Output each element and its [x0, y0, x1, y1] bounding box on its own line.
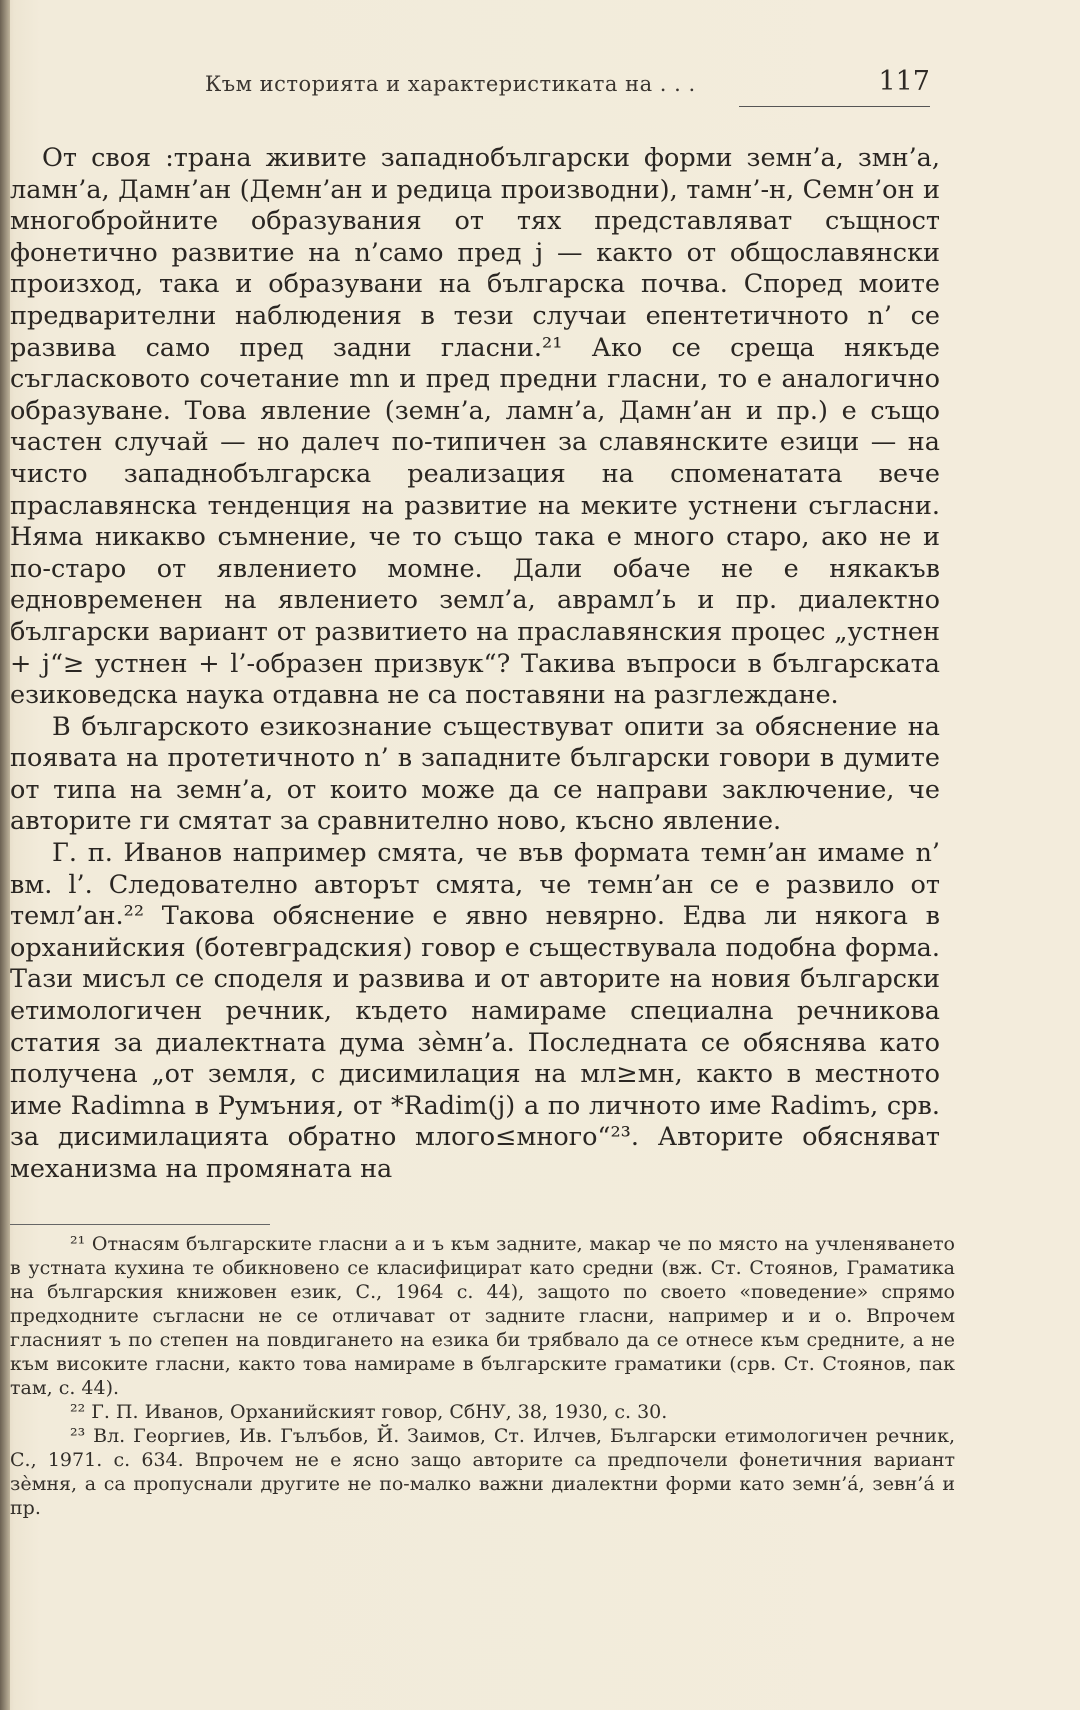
running-head: [195, 66, 930, 106]
header-rule: [739, 106, 930, 107]
footnote-23: ²³ Вл. Георгиев, Ив. Гълъбов, Й. Заимов, Ст. Илчев, Български етимологичен речник, С., 1971. с. 634. Впрочем не е ясно защо авторите са предпочели фонетичния вариант зѐмня, а са пропуснали другите не по-малко важни диалектни форми като земн’а́, зевн’а́ и пр.: [10, 1425, 955, 1519]
page-number: 117: [878, 66, 930, 97]
footnotes: [10, 1232, 955, 1520]
running-title: Към историята и характеристиката на . . .: [205, 72, 696, 96]
book-spine-shadow: [0, 0, 10, 1710]
main-text: [10, 143, 940, 1186]
footnote-22: ²² Г. П. Иванов, Орханийският говор, СбНУ, 38, 1930, с. 30.: [70, 1401, 668, 1423]
footnote-21: ²¹ Отнасям българските гласни а и ъ към задните, макар че по място на учленяването в устната кухина те обикновено се класифицират като средни (вж. Ст. Стоянов, Граматика на българския книжовен език, С., 1964 с. 44), защото по своето «поведение» спрямо предходните съгласни не се отличават от задните гласни, например и и о. Впрочем гласният ъ по степен на повдигането на езика би трябвало да се отнесе към средните, а не към високите гласни, както това намираме в българските граматики (срв. Ст. Стоянов, пак там, с. 44).: [10, 1233, 955, 1399]
paragraph-1: От своя :трана живите западнобългарски форми земн’а, змн’а, ламн’а, Дамн’ан (Демн’ан и редица производни), тамн’-н, Семн’он и многобройните образувания от тях представляват същност фонетично развитие на n’само пред j — както от общославянски произход, така и образувани на българска почва. Според моите предварителни наблюдения в тези случаи епентетичното n’ се развива само пред задни гласни.²¹ Ако се среща някъде съгласковото сочетание mn и пред предни гласни, то е аналогично образуване. Това явление (земн’а, ламн’а, Дамн’ан и пр.) е също частен случай — но далеч по-типичен за славянските езици — на чисто западнобългарска реализация на споменатата вече праславянска тенденция на развитие на меките устнени съгласни. Няма никакво съмнение, че то също така е много старо, ако не и по-старо от явлението момне. Дали обаче не е някакъв едновременен на явлението земл’а, аврамл’ь и пр. диалектно български вариант от развитието на праславянския процес „устнен + j“≥ устнен + l’-образен призвук“? Такива въпроси в българската езиковедска наука отдавна не са поставяни на разглеждане.: [10, 143, 940, 711]
footnote-rule: [10, 1224, 270, 1225]
paragraph-3: Г. п. Иванов например смята, че във формата темн’ан имаме n’ вм. l’. Следователно авторът смята, че темн’ан се е развило от темл’ан.²² Такова обяснение е явно невярно. Едва ли някога в орханийския (ботевградския) говор е съществувала подобна форма. Тази мисъл се споделя и развива и от авторите на новия български етимологичен речник, където намираме специална речникова статия за диалектната дума зѐмн’а. Последната се обяснява като получена „от земля, с дисимилация на мл≥мн, както в местното име Radimnа в Румъния, от *Radim(j) а по личното име Radimъ, срв. за дисимилацията обратно млого≤много“²³. Авторите обясняват механизма на промяната на: [10, 838, 940, 1184]
paragraph-2: В българското езикознание съществуват опити за обяснение на появата на протетичното n’ в западните български говори в думите от типа на земн’а, от които може да се направи заключение, че авторите ги смятат за сравнително ново, късно явление.: [10, 711, 940, 837]
